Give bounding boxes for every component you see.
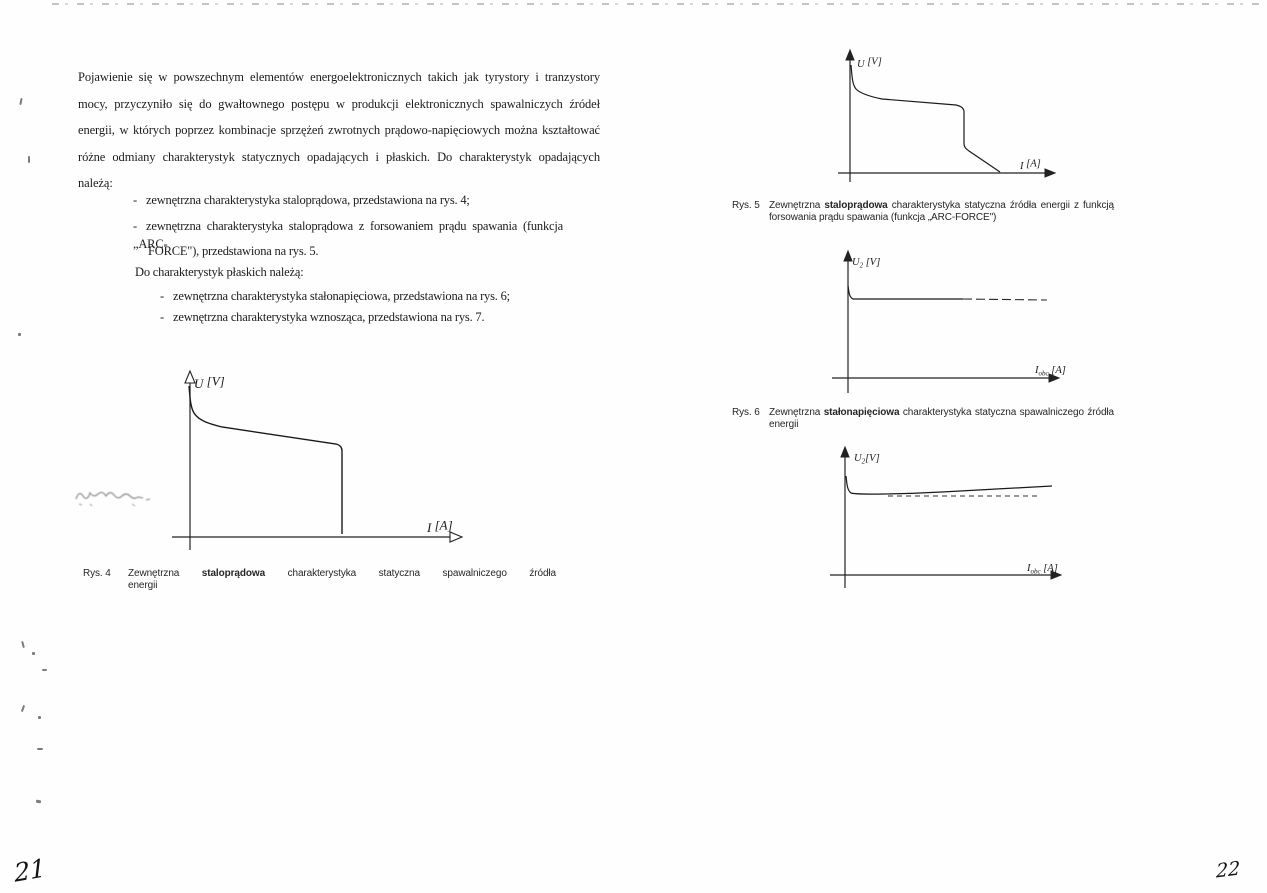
- y-axis-arrow-icon: [846, 50, 854, 60]
- list-dash: -: [133, 219, 137, 233]
- caption-figure-4: [83, 568, 556, 591]
- figure-label: Rys. 4: [83, 568, 111, 579]
- figure-7-plot: [822, 445, 1077, 595]
- figure-label: Rys. 6: [732, 407, 760, 418]
- scan-speck: [42, 669, 47, 671]
- list-dash: -: [160, 289, 164, 303]
- x-axis-arrow-icon: [450, 532, 462, 542]
- x-axis-arrow-icon: [1045, 169, 1055, 177]
- x-axis-label: I [A]: [427, 517, 453, 535]
- paragraph-line: należą:: [78, 176, 113, 190]
- scan-speck: [37, 748, 43, 750]
- x-axis-label: $I_{obc}$ [A]: [1035, 365, 1066, 378]
- list-item-flat-2: [160, 308, 484, 326]
- list-item-text: zewnętrzna charakterystyka staloprądowa z forsowaniem prądu spawania (funkcja „ARC-: [133, 219, 563, 251]
- y-axis-label: $U_2[V]$: [854, 453, 880, 466]
- scan-speck: [21, 705, 25, 712]
- characteristic-curve: [848, 286, 963, 299]
- figure-6-plot: [825, 248, 1080, 398]
- page-number-handwritten-21: 21: [13, 853, 47, 888]
- figure-5-plot: [820, 45, 1070, 185]
- caption-text: Zewnętrzna stałonapięciowa charakterystyka statyczna spawalniczego źródła energii: [769, 407, 1114, 430]
- list-item-text: zewnętrzna charakterystyka wznosząca, przedstawiona na rys. 7.: [173, 310, 485, 324]
- caption-text: Zewnętrzna staloprądowa charakterystyka statyczna źródła energii z funkcją forsowania prądu spawania (funkcja „ARC-FORCE"): [769, 200, 1114, 223]
- characteristic-curve-faded-tail: [963, 299, 1047, 300]
- y-axis-label: U [V]: [857, 56, 882, 70]
- figure-4-plot: [80, 360, 540, 560]
- y-axis-label: U [V]: [194, 373, 225, 391]
- x-axis-label: $I_{obc}$ [A]: [1027, 563, 1058, 576]
- list-item-text: zewnętrzna charakterystyka staloprądowa, przedstawiona na rys. 4;: [146, 193, 470, 207]
- characteristic-curve: [851, 65, 1000, 172]
- page-number-handwritten-22: 22: [1215, 857, 1241, 883]
- list-dash: -: [160, 310, 164, 324]
- caption-text: Zewnętrzna staloprądowa charakterystyka statyczna spawalniczego źródła energii: [128, 568, 556, 591]
- paragraph-line: Pojawienie się w powszechnym elementów energoelektronicznych takich jak tyrystory i tranzystory: [78, 70, 600, 84]
- list-item-falling-2-line2: [148, 242, 318, 260]
- y-axis-arrow-icon: [844, 251, 852, 261]
- scan-speck: [36, 800, 41, 804]
- scan-speck: [38, 716, 41, 719]
- y-axis-arrow-icon: [841, 447, 849, 457]
- handwritten-smudge: [73, 485, 173, 509]
- caption-figure-6: [732, 407, 1114, 430]
- scan-edge-artifact: [52, 3, 1265, 5]
- paragraph-line: mocy, przyczyniło się do gwałtownego postępu w produkcji elektronicznych spawalniczych źródeł: [78, 96, 600, 111]
- paragraph-line: energii, w których poprzez kombinacje sprzężeń zwrotnych prądowo-napięciowych można kształtować: [78, 123, 600, 137]
- characteristic-curve-rising: [846, 476, 1052, 494]
- scan-speck: [21, 641, 25, 648]
- y-axis-label: $U_2$ [V]: [852, 257, 881, 270]
- list-item-falling-1: [133, 191, 470, 209]
- characteristic-curve: [189, 386, 342, 534]
- list-item-text: zewnętrzna charakterystyka stałonapięciowa, przedstawiona na rys. 6;: [173, 289, 510, 303]
- list-dash: -: [133, 193, 137, 207]
- subheading-text: Do charakterystyk płaskich należą:: [135, 265, 304, 279]
- figure-label: Rys. 5: [732, 200, 760, 211]
- x-axis-label: I [A]: [1020, 158, 1041, 172]
- scan-speck: [28, 156, 30, 163]
- scan-speck: [32, 652, 35, 655]
- list-item-text: FORCE"), przedstawiona na rys. 5.: [148, 244, 319, 258]
- scan-speck: [18, 333, 21, 336]
- body-paragraph: [78, 64, 600, 197]
- list-item-flat-1: [160, 287, 510, 305]
- list-subheading-flat: [135, 263, 303, 281]
- caption-figure-5: [732, 200, 1114, 223]
- scan-speck: [19, 98, 22, 105]
- paragraph-line: różne odmiany charakterystyk statycznych opadających i płaskich. Do charakterystyk opadających: [78, 149, 600, 164]
